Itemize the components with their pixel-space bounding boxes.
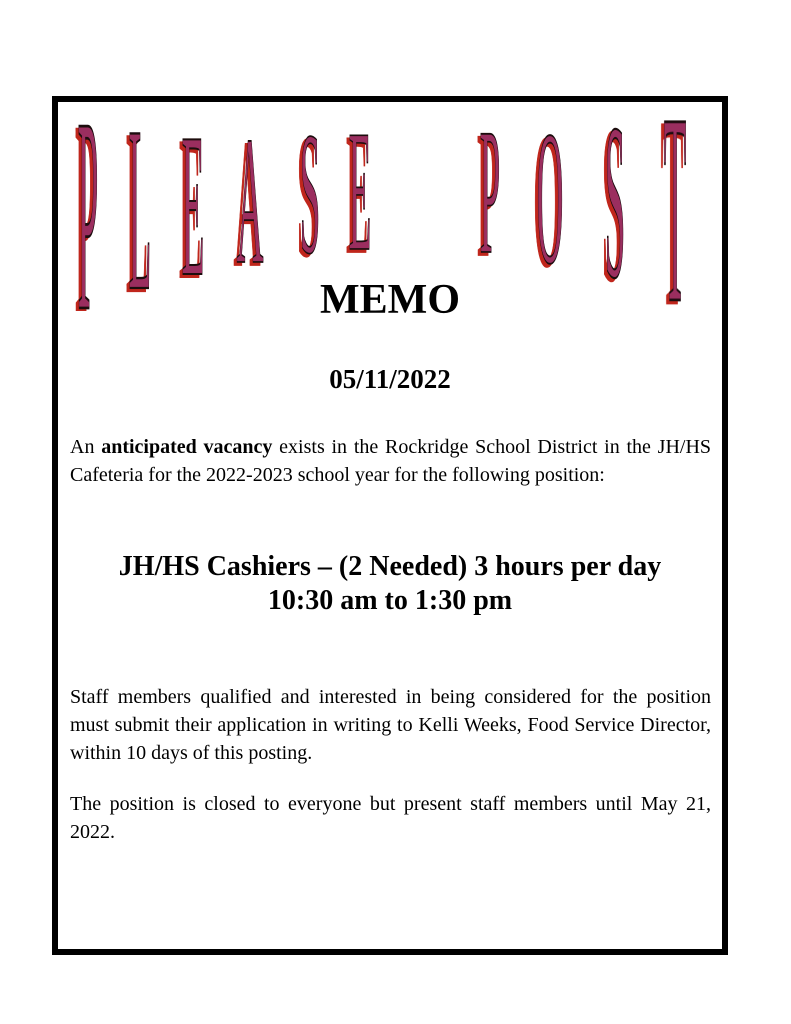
headline-letter: T xyxy=(663,96,687,311)
headline-letter: P xyxy=(77,96,99,311)
headline-letter: L xyxy=(128,96,152,311)
intro-lead: An xyxy=(70,436,102,458)
anticipated-vacancy-emphasis: anticipated vacancy xyxy=(101,436,273,458)
application-paragraph: Staff members qualified and interested in being considered for the position must submit their application in writing to Kelli Weeks, Food Service Director, within 10 days of this posting. xyxy=(70,686,711,764)
vacancy-paragraph xyxy=(70,433,711,489)
memo-date: 05/11/2022 xyxy=(329,364,451,394)
position-heading xyxy=(58,550,722,618)
headline-letter: O xyxy=(536,96,564,304)
headline-letter: A xyxy=(236,98,264,303)
headline-letter: E xyxy=(181,96,205,311)
headline-letter: E xyxy=(348,96,372,288)
closing-paragraph: The position is closed to everyone but present staff members until May 21, 2022. xyxy=(70,793,711,843)
headline-letter: P xyxy=(479,96,501,293)
position-title: JH/HS Cashiers – (2 Needed) 3 hours per day xyxy=(118,551,662,582)
headline-letter: S xyxy=(604,96,626,311)
memo-title: MEMO xyxy=(320,277,460,323)
headline-letter: S xyxy=(299,97,321,291)
intro-rest: exists in the Rockridge School District in the JH/HS Cafeteria for the 2022-2023 school year for the following position: xyxy=(70,436,712,486)
position-hours: 10:30 am to 1:30 pm xyxy=(267,585,513,616)
